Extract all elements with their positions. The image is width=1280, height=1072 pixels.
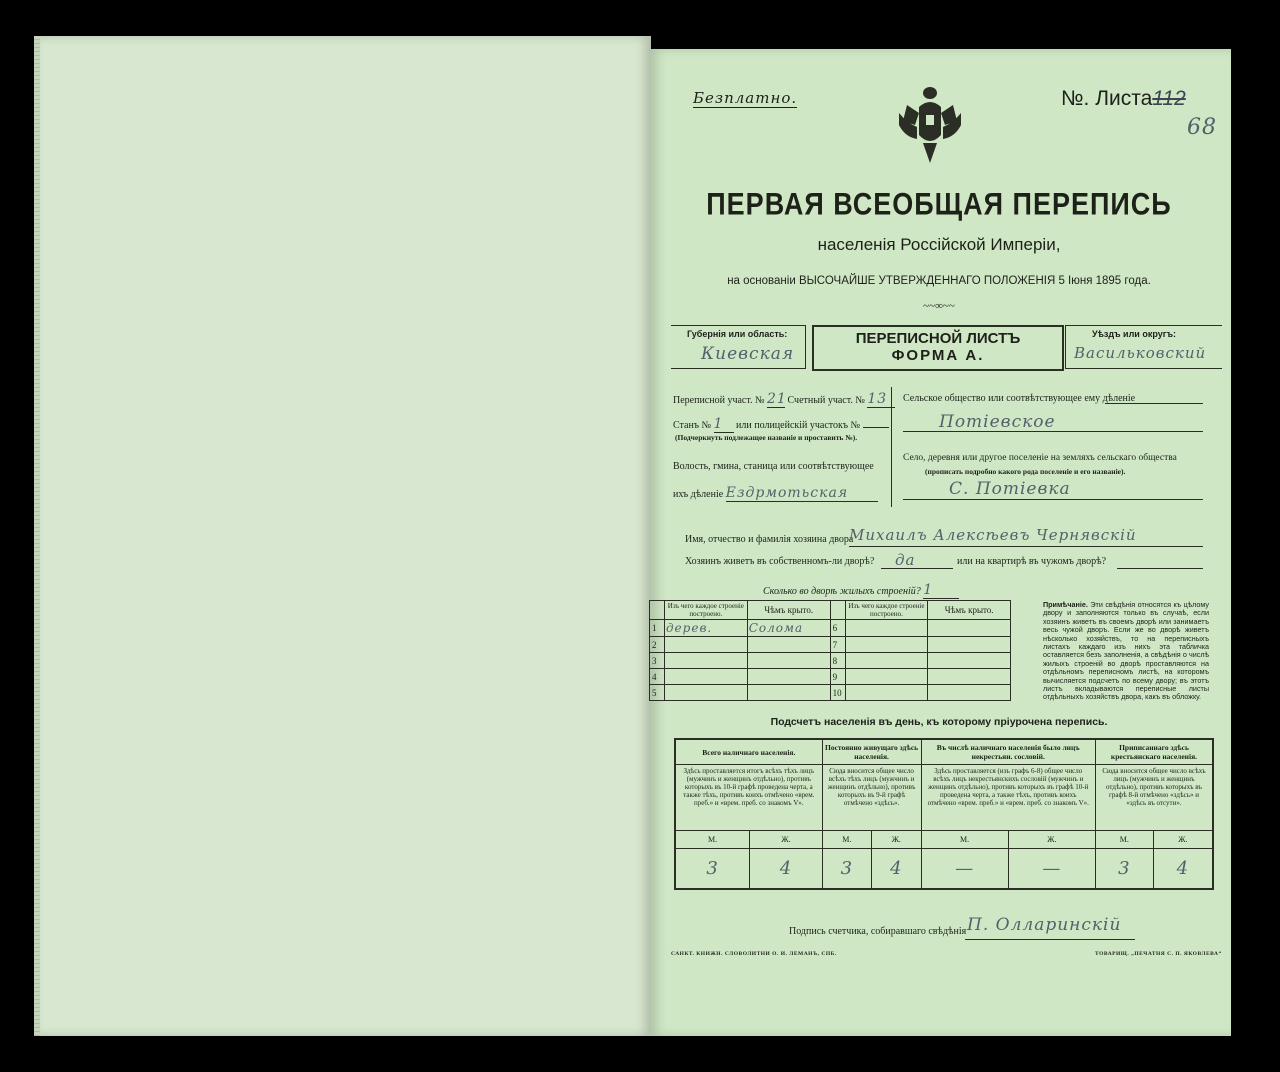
building-roof-cell: Солома — [747, 620, 830, 637]
lives-value: да — [895, 551, 916, 569]
village-value: С. Потіевка — [949, 479, 1071, 499]
ornament: ~~∞~~ — [923, 300, 955, 312]
imperial-eagle-emblem — [897, 83, 963, 165]
pop-col-1-desc: Здѣсь проставляется итогъ всѣхъ тѣхъ лицъ (мужчинъ и женщинъ отдѣльно), противъ которыхъ въ 10-й графѣ проведена черта, а также тѣхъ, противъ коихъ отмѣчено «врем. преб.» и «врем. преб. со знакомъ V». — [675, 765, 822, 831]
pop-2-male: 3 — [822, 849, 871, 889]
population-title: Подсчетъ населенія въ день, къ которому пріурочена перепись. — [770, 716, 1108, 728]
underline-note: (Подчеркнуть подлежащее названіе и проставить №). — [675, 433, 858, 442]
note-text: Эти свѣдѣнія относятся къ цѣлому двору и заполняются только въ случаѣ, если хозяинъ живетъ въ своемъ дворѣ или занимаетъ весь чужой дворъ. Если же во дворѣ живетъ нѣсколько хозяйствъ, то на переписныхъ листахъ каждаго изъ нихъ эта табличка оставляется безъ заполненія, а свѣдѣнія о числѣ жилыхъ строеній во дворѣ проставляются на отдѣльномъ переписномъ листѣ, на которомъ вычисляется подсчетъ по всему двору; въ этотъ листъ вкладываются переписные листы отдѣльныхъ хозяйствъ двора, какъ въ обложку. — [1043, 600, 1209, 702]
stan-value: 1 — [714, 416, 734, 433]
owner-value: Михаилъ Алексѣевъ Чернявскій — [849, 526, 1137, 544]
pop-col-2-head: Постоянно живущаго здѣсь населенія. — [822, 739, 921, 765]
signature-value: П. Олларинскій — [967, 915, 1122, 935]
sheet-number-hand: 68 — [1187, 115, 1217, 140]
form-subtitle: ФОРМА А. — [891, 347, 985, 364]
m-label: М. — [1095, 831, 1153, 849]
pop-3-male: — — [921, 849, 1008, 889]
district-label: Уѣздъ или округъ: — [1092, 329, 1177, 339]
field-divider — [891, 387, 892, 507]
signature-label: Подпись счетчика, собиравшаго свѣдѣнія — [789, 926, 967, 937]
pop-col-2-desc: Сюда вносится общее число всѣхъ тѣхъ лицъ (мужчинъ и женщинъ отдѣльно), противъ которыхъ въ 9-й графѣ отмѣчено «здѣсь». — [822, 765, 921, 831]
pop-col-4-desc: Сюда вносится общее число всѣхъ лицъ (мужчинъ и женщинъ отдѣльно), противъ которыхъ въ графѣ 8-й отмѣчено «здѣсь» и «здѣсь въ отсути». — [1095, 765, 1213, 831]
sheet-number — [1061, 87, 1186, 111]
police-label: или полицейскій участокъ № — [736, 420, 861, 431]
census-area-row — [673, 391, 895, 408]
m-label: М. — [822, 831, 871, 849]
buildings-table — [649, 600, 1011, 701]
province-label: Губернія или область: — [687, 329, 788, 339]
buildings-col-material-2: Изъ чего каждое строеніе построено. — [845, 601, 928, 620]
census-basis: на основаніи ВЫСОЧАЙШЕ УТВЕРЖДЕННАГО ПОЛОЖЕНІЯ 5 Іюня 1895 года. — [727, 275, 1151, 287]
pop-3-female: — — [1008, 849, 1095, 889]
table-row: 5 10 — [650, 685, 1011, 701]
buildings-value: 1 — [923, 582, 959, 599]
buildings-note — [1043, 601, 1209, 702]
table-row: 3 8 — [650, 653, 1011, 669]
volost-label: Волость, гмина, станица или соотвѣтствующее — [673, 461, 874, 472]
census-title: ПЕРВАЯ ВСЕОБЩАЯ ПЕРЕПИСЬ — [706, 186, 1172, 222]
table-row: 1 дерев. Солома 6 — [650, 620, 1011, 637]
count-area-label: Счетный участ. № — [787, 395, 865, 406]
volost-value: Ездрмотьская — [726, 485, 878, 502]
f-label: Ж. — [1008, 831, 1095, 849]
buildings-col-roof: Чѣмъ крыто. — [747, 601, 830, 620]
f-label: Ж. — [1153, 831, 1213, 849]
sheet-number-struck: 112 — [1152, 87, 1186, 110]
pop-4-male: 3 — [1095, 849, 1153, 889]
count-area-value: 13 — [867, 391, 895, 408]
pop-1-male: 3 — [675, 849, 750, 889]
society-label: Сельское общество или соотвѣтствующее ему дѣленіе — [903, 393, 1136, 404]
lives-label: Хозяинъ живетъ въ собственномъ-ли дворѣ? — [685, 556, 875, 567]
m-label: М. — [675, 831, 750, 849]
pop-col-1-head: Всего наличнаго населенія. — [675, 739, 822, 765]
pop-col-3-head: Въ числѣ наличнаго населенія было лицъ некрестьян. сословій. — [921, 739, 1095, 765]
footer-right: ТОВАРИЩ. „ПЕЧАТНЯ С. П. ЯКОВЛЕВА“ — [1095, 951, 1222, 957]
pop-1-female: 4 — [750, 849, 822, 889]
province-value: Киевская — [701, 344, 795, 364]
society-value: Потіевское — [939, 412, 1056, 432]
free-label: Безплатно. — [693, 89, 798, 107]
table-row: 4 9 — [650, 669, 1011, 685]
volost-label-2: ихъ дѣленіе — [673, 489, 724, 500]
census-subtitle: населенія Россійской Имперіи, — [817, 235, 1061, 254]
rent-label: или на квартирѣ въ чужомъ дворѣ? — [957, 556, 1107, 567]
pop-2-female: 4 — [872, 849, 921, 889]
pop-col-3-desc: Здѣсь проставляется (изъ графъ 6-8) общее число всѣхъ лицъ некрестьянскихъ сословій (мужчинъ и женщинъ отдѣльно), противъ которыхъ въ графѣ 10-й проведена черта, а также тѣхъ, противъ коихъ отмѣчено «врем. преб.» и «врем. преб. со знакомъ V». — [921, 765, 1095, 831]
pop-4-female: 4 — [1153, 849, 1213, 889]
form-title: ПЕРЕПИСНОЙ ЛИСТЪ — [855, 330, 1021, 347]
blank-left-page — [34, 36, 651, 1036]
province-box — [671, 325, 806, 369]
pop-col-4-head: Приписаннаго здѣсь крестьянскаго населенія. — [1095, 739, 1213, 765]
volost-row — [673, 485, 878, 502]
form-title-box — [812, 325, 1064, 371]
census-area-value: 21 — [767, 391, 787, 407]
census-form-page — [649, 49, 1231, 1036]
buildings-label: Сколько во дворѣ жилыхъ строеній? — [763, 586, 921, 597]
district-value: Васильковский — [1074, 344, 1207, 362]
f-label: Ж. — [750, 831, 822, 849]
building-material-cell: дерев. — [664, 620, 747, 637]
table-row: 2 7 — [650, 637, 1011, 653]
stan-row — [673, 416, 889, 433]
f-label: Ж. — [872, 831, 921, 849]
owner-label: Имя, отчество и фамилія хозяина двора — [685, 534, 854, 545]
buildings-col-material: Изъ чего каждое строеніе построено. — [664, 601, 747, 620]
population-table — [674, 738, 1214, 890]
village-note: (прописать подробно какого рода поселеніе и его названіе). — [925, 467, 1126, 476]
buildings-col-roof-2: Чѣмъ крыто. — [928, 601, 1011, 620]
stan-label: Станъ № — [673, 420, 712, 431]
note-title: Примѣчаніе. — [1043, 600, 1088, 609]
district-box — [1065, 325, 1222, 369]
footer-left: САНКТ. КНИЖН. СЛОВОЛИТНИ О. И. ЛЕМАНЪ, СПБ. — [671, 951, 837, 957]
buildings-row — [763, 582, 959, 599]
m-label: М. — [921, 831, 1008, 849]
sheet-number-label: №. Листа — [1061, 87, 1153, 110]
census-area-label: Переписной участ. № — [673, 395, 765, 406]
village-label: Село, деревня или другое поселеніе на земляхъ сельскаго общества — [903, 453, 1177, 463]
